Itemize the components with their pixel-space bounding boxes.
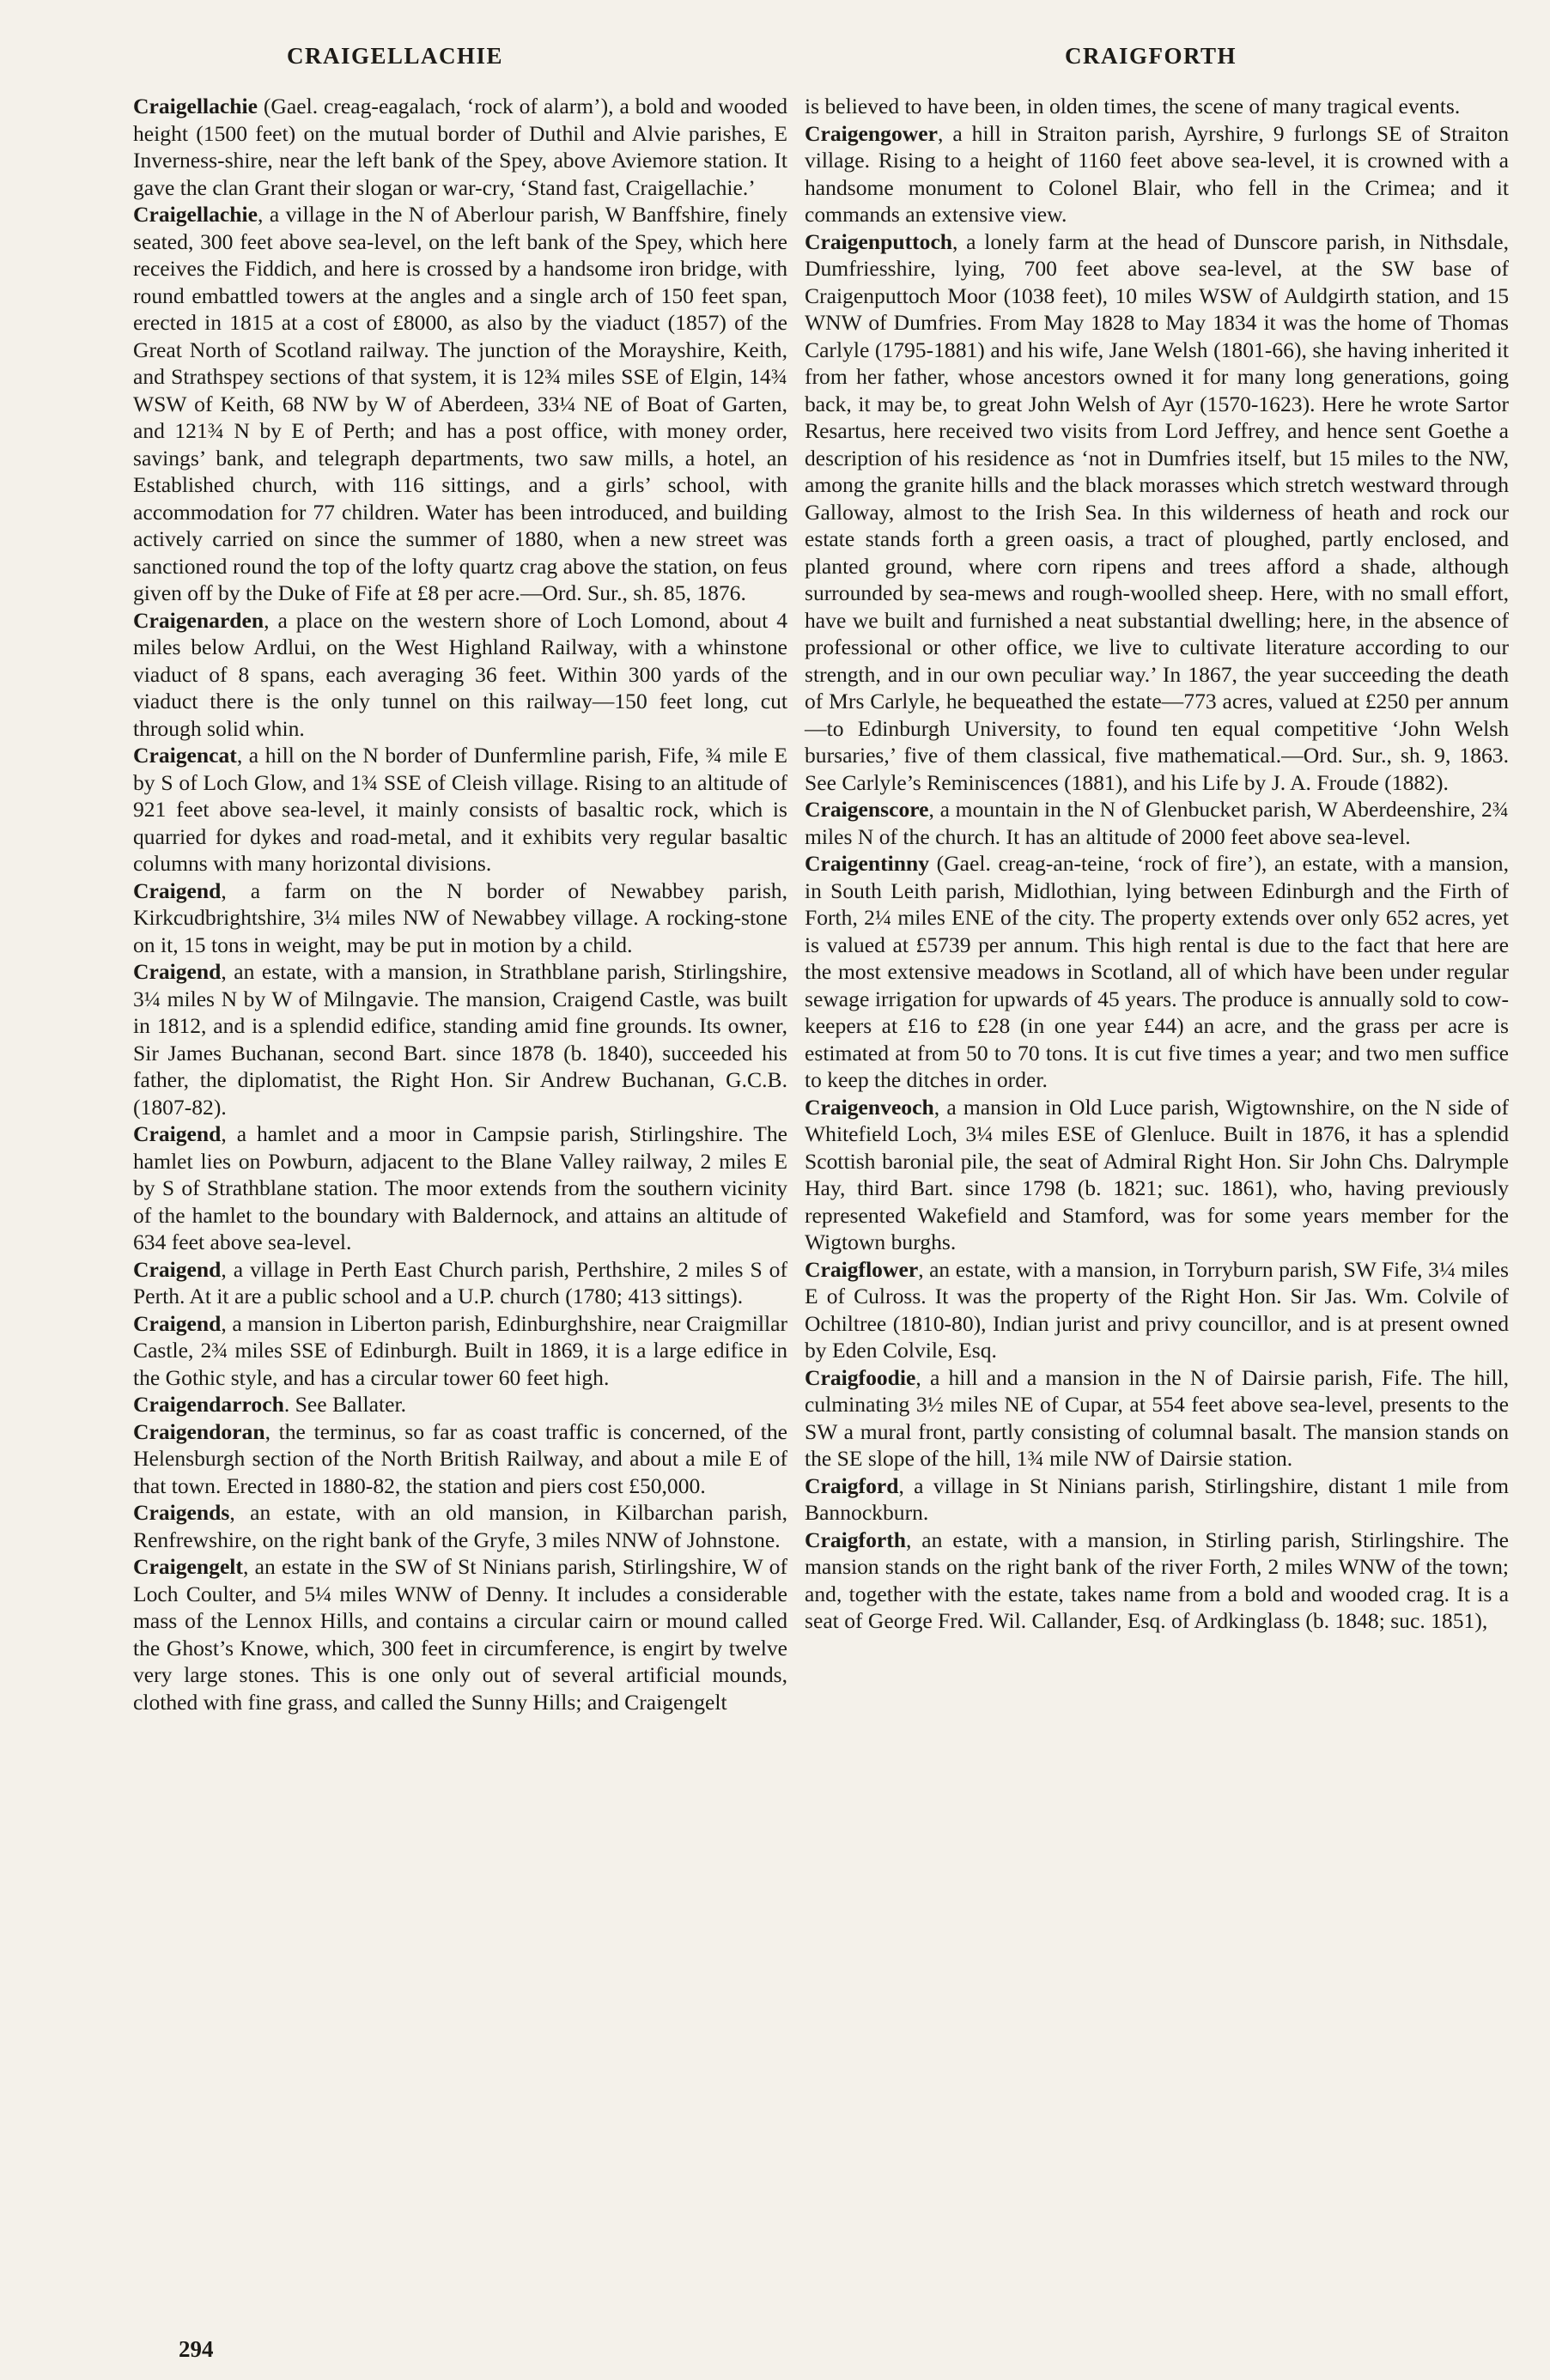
entry [805,850,1509,1094]
entry [805,228,1509,797]
running-head-left: CRAIGELLACHIE [286,43,504,69]
entry-text: , a village in St Ninians parish, Stirlingshire, distant 1 mile from Bannockburn. [805,1472,1509,1525]
entry [805,1472,1509,1527]
entry [133,93,787,201]
entry-headword: Craigflower [805,1256,919,1282]
entry [133,958,787,1120]
entry-headword: Craigenveoch [805,1094,934,1120]
entry-headword: Craigenscore [805,797,929,822]
right-column [805,93,1509,1635]
entry-text: , a village in the N of Aberlour parish, W Banffshire, finely seated, 300 feet above sea-level, on the left bank of the Spey, which here receives the Fiddich, and here is crossed by a handsome iron bridge, with round embattled towers at the angles and a single arch of 150 feet span, erected in 1815 at a cost of £8000, as also by the viaduct (1857) of the Great North of Scotland railway. The junction of the Morayshire, Keith, and Strathspey sections of that system, it is 12¾ miles SSE of Elgin, 14¾ WSW of Keith, 68 NW by W of Aberdeen, 33¼ NE of Boat of Garten, and 121¾ N by E of Perth; and has a post office, with money order, savings’ bank, and telegraph departments, two saw mills, a hotel, an Established church, with 116 sittings, and a girls’ school, with accommodation for 77 children. Water has been introduced, and building actively carried on since the summer of 1880, when a new street was sanctioned round the top of the lofty quartz crag above the station, on feus given off by the Duke of Fife at £8 per acre.—Ord. Sur., sh. 85, 1876. [133,202,787,605]
entry-text: , a mansion in Old Luce parish, Wigtownshire, on the N side of Whitefield Loch, 3¼ miles ESE of Glenluce. Built in 1876, it has a splendid Scottish baronial pile, the seat of Admiral Right Hon. Sir John Chs. Dalrymple Hay, third Bart. since 1798 (b. 1821; suc. 1861), who, having previously represented Wakefield and Stamford, was for some years member for the Wigtown burghs. [805,1094,1509,1254]
entry-text: (Gael. creag-an-teine, ‘rock of fire’), an estate, with a mansion, in South Leith parish, Midlothian, lying between Edinburgh and the Firth of Forth, 2¼ miles ENE of the city. The property extends over only 652 acres, yet is valued at £5739 per annum. This high rental is due to the fact that here are the most extensive meadows in Scotland, all of which have been under regular sewage irrigation for upwards of 45 years. The produce is annually sold to cow-keepers at £16 to £28 (in one year £44) an acre, and the grass per acre is estimated at from 50 to 70 tons. It is cut five times a year; and two men suffice to keep the ditches in order. [805,851,1509,1092]
entry-headword: Craigellachie [133,202,258,227]
entry-headword: Craigforth [805,1527,906,1552]
entry [133,1310,787,1392]
entry [133,607,787,743]
entry-headword: Craigend [133,959,222,984]
entry-text: , a hamlet and a moor in Campsie parish, Stirlingshire. The hamlet lies on Powburn, adjacent to the Blane Valley railway, 2 miles E by S of Strathblane station. The moor extends from the southern vicinity of the hamlet to the boundary with Baldernock, and attains an altitude of 634 feet above sea-level. [133,1121,787,1254]
entry-text: (Gael. creag-eagalach, ‘rock of alarm’), a bold and wooded height (1500 feet) on the mutual border of Duthil and Alvie parishes, E Inverness-shire, near the left bank of the Spey, above Aviemore station. It gave the clan Grant their slogan or war-cry, ‘Stand fast, Craigellachie.’ [133,94,787,200]
entry [805,93,1509,120]
entry-headword: Craigend [133,877,222,903]
entry-text: , a mansion in Liberton parish, Edinburghshire, near Craigmillar Castle, 2¾ miles SSE of Edinburgh. Built in 1869, it is a large edifice in the Gothic style, and has a circular tower 60 feet high. [133,1310,787,1390]
entry-text: , a mountain in the N of Glenbucket parish, W Aberdeenshire, 2¾ miles N of the church. It has an altitude of 2000 feet above sea-level. [805,797,1509,849]
running-head-right: CRAIGFORTH [1064,43,1237,69]
entry [805,796,1509,850]
entry-text: , an estate in the SW of St Ninians parish, Stirlingshire, W of Loch Coulter, and 5¼ miles WNW of Denny. It includes a considerable mass of the Lennox Hills, and contains a circular cairn or mound called the Ghost’s Knowe, which, 300 feet in circumference, is engirt by twelve very large stones. This is one only out of several artificial mounds, clothed with fine grass, and called the Sunny Hills; and Craigengelt [133,1554,787,1715]
entry [133,1418,787,1500]
entry-text: , a place on the western shore of Loch Lomond, about 4 miles below Ardlui, on the West Highland Railway, with a whinstone viaduct of 8 spans, each averaging 36 feet. Within 300 yards of the viaduct there is the only tunnel on this railway—150 feet long, cut through solid whin. [133,607,787,741]
entry-text: , a hill and a mansion in the N of Dairsie parish, Fife. The hill, culminating 3½ miles NE of Cupar, at 554 feet above sea-level, presents to the SW a mural front, partly consisting of columnal basalt. The mansion stands on the SE slope of the hill, 1¾ mile NW of Dairsie station. [805,1364,1509,1471]
entry-headword: Craigenputtoch [805,228,953,254]
entry-text: , an estate, with an old mansion, in Kilbarchan parish, Renfrewshire, on the right bank of the Gryfe, 3 miles NNW of Johnstone. [133,1500,787,1552]
entry-headword: Craigengower [805,120,938,146]
entry-text: is believed to have been, in olden times, the scene of many tragical events. [805,94,1461,118]
entry-text: , a hill in Straiton parish, Ayrshire, 9 furlongs SE of Straiton village. Rising to a height of 1160 feet above sea-level, it is crowned with a handsome monument to Colonel Blair, who fell in the Crimea; and it commands an extensive view. [805,120,1509,227]
entry [805,1527,1509,1635]
entry [133,1120,787,1256]
left-column [133,93,787,1715]
entry-text: , a farm on the N border of Newabbey parish, Kirkcudbrightshire, 3¼ miles NW of Newabbey village. A rocking-stone on it, 15 tons in weight, may be put in motion by a child. [133,877,787,957]
entry-text: , an estate, with a mansion, in Torryburn parish, SW Fife, 3¼ miles E of Culross. It was the property of the Right Hon. Sir Jas. Wm. Colvile of Ochiltree (1810-80), Indian jurist and privy councillor, and is at present owned by Eden Colvile, Esq. [805,1256,1509,1363]
entry-text: , an estate, with a mansion, in Stirling parish, Stirlingshire. The mansion stands on the right bank of the river Forth, 2 miles WNW of the town; and, together with the estate, takes name from a bold and wooded crag. It is a seat of George Fred. Wil. Callander, Esq. of Ardkinglass (b. 1848; suc. 1851), [805,1527,1509,1633]
entry-text: , the terminus, so far as coast traffic is concerned, of the Helensburgh section of the North British Railway, and about a mile E of that town. Erected in 1880-82, the station and piers cost £50,000. [133,1418,787,1498]
entry [805,1364,1509,1472]
entry-headword: Craigford [805,1472,899,1498]
entry-text: , an estate, with a mansion, in Strathblane parish, Stirlingshire, 3¼ miles N by W of Milngavie. The mansion, Craigend Castle, was built in 1812, and is a splendid edifice, standing amid fine grounds. Its owner, Sir James Buchanan, second Bart. since 1878 (b. 1840), succeeded his father, the diplomatist, the Right Hon. Sir Andrew Buchanan, G.C.B. (1807-82). [133,959,787,1120]
entry-text: . See Ballater. [283,1392,406,1417]
entry-text: , a village in Perth East Church parish, Perthshire, 2 miles S of Perth. At it are a public school and a U.P. church (1780; 413 sittings). [133,1256,787,1308]
entry-headword: Craigellachie [133,94,258,118]
entry [805,120,1509,228]
entry-headword: Craigendoran [133,1418,265,1444]
entry [133,201,787,607]
entry-headword: Craigend [133,1256,222,1282]
page-number: 294 [179,2336,214,2362]
entry-headword: Craigentinny [805,851,930,876]
entry-headword: Craigencat [133,743,237,768]
entry-headword: Craigfoodie [805,1364,916,1390]
entry [805,1256,1509,1364]
entry [805,1094,1509,1256]
entry-headword: Craigenarden [133,607,264,633]
entry [133,1256,787,1310]
entry-text: , a hill on the N border of Dunfermline parish, Fife, ¾ mile E by S of Loch Glow, and 1¾ SSE of Cleish village. Rising to an altitude of 921 feet above sea-level, it mainly consists of basaltic rock, which is quarried for dykes and road-metal, and it exhibits very regular basaltic columns with many horizontal divisions. [133,743,787,876]
entry [133,877,787,959]
entry [133,1499,787,1553]
entry-text: , a lonely farm at the head of Dunscore parish, in Nithsdale, Dumfriesshire, lying, 700 feet above sea-level, at the SW base of Craigenputtoch Moor (1038 feet), 10 miles WSW of Auldgirth station, and 15 WNW of Dumfries. From May 1828 to May 1834 it was the home of Thomas Carlyle (1795-1881) and his wife, Jane Welsh (1801-66), she having inherited it from her father, whose ancestors owned it for many long generations, going back, it may be, to great John Welsh of Ayr (1570-1623). Here he wrote Sartor Resartus, here received two visits from Lord Jeffrey, and hence sent Goethe a description of his residence as ‘not in Dumfries itself, but 15 miles to the NW, among the granite hills and the black morasses which stretch westward through Galloway, almost to the Irish Sea. In this wilderness of heath and rock our estate stands forth a green oasis, a tract of ploughed, partly enclosed, and planted ground, where corn ripens and trees afford a shade, although surrounded by sea-mews and rough-woolled sheep. Here, with no small effort, have we built and furnished a neat substantial dwelling; here, in the absence of professional or other office, we live to cultivate literature according to our strength, and in our own peculiar way.’ In 1867, the year succeeding the death of Mrs Carlyle, he bequeathed the estate—773 acres, valued at £250 per annum—to Edinburgh University, to found ten equal competitive ‘John Welsh bursaries,’ five of them classical, five mathematical.—Ord. Sur., sh. 9, 1863. See Carlyle’s Reminiscences (1881), and his Life by J. A. Froude (1882). [805,228,1509,795]
entry-headword: Craigend [133,1310,222,1336]
entry-headword: Craigends [133,1500,230,1525]
entry-headword: Craigengelt [133,1554,243,1579]
entry-headword: Craigendarroch [133,1392,284,1417]
entry [133,742,787,877]
entry-headword: Craigend [133,1121,222,1146]
entry [133,1391,787,1418]
entry [133,1553,787,1715]
